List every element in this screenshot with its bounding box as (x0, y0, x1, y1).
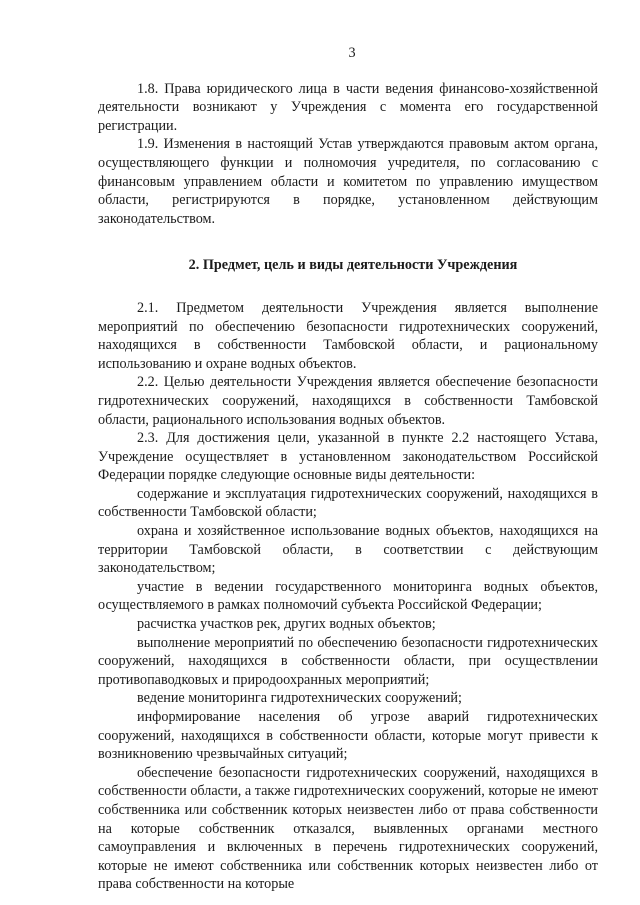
section-heading: 2. Предмет, цель и виды деятельности Учреждения (188, 257, 518, 274)
page-number: 3 (348, 45, 356, 61)
paragraph-1-9: 1.9. Изменения в настоящий Устав утверждаются правовым актом органа, осуществляющего функции и полномочия учредителя, по согласованию с финансовым управлением области и комитетом по управлению имуществом области, регистрируются в порядке, установленном действующим законодательством. (98, 136, 598, 227)
paragraph-2-3: 2.3. Для достижения цели, указанной в пункте 2.2 настоящего Устава, Учреждение осуществляет в установленном законодательством Российской Федерации порядке следующие основные виды деятельности: (98, 430, 598, 484)
activity-item: ведение мониторинга гидротехнических сооружений; (137, 690, 462, 707)
activity-item: охрана и хозяйственное использование водных объектов, находящихся на территории Тамбовской области, в соответствии с действующим законодательством; (98, 523, 598, 577)
paragraph-1-8: 1.8. Права юридического лица в части ведения финансово-хозяйственной деятельности возникают у Учреждения с момента его государственной регистрации. (98, 80, 598, 134)
activity-item: выполнение мероприятий по обеспечению безопасности гидротехнических сооружений, находящихся в собственности области, при осуществлении противопаводковых и природоохранных мероприятий; (98, 634, 598, 688)
paragraph-2-2: 2.2. Целью деятельности Учреждения является обеспечение безопасности гидротехнических сооружений, находящихся в собственности Тамбовской области, рационального использования водных объектов. (98, 374, 598, 428)
activity-item: расчистка участков рек, других водных объектов; (137, 616, 436, 633)
activity-item: содержание и эксплуатация гидротехнических сооружений, находящихся в собственности Тамбовской области; (98, 485, 598, 521)
activity-item: обеспечение безопасности гидротехнических сооружений, находящихся в собственности области, а также гидротехнических сооружений, которые не имеют собственника или собственник которых неизвестен либо от права собственности на которые собственник отказался, выявленных органами местного самоуправления и включенных в перечень гидротехнических сооружений, которые не имеют собственника или собственник которых неизвестен либо от права собственности на которые (98, 764, 598, 893)
paragraph-2-1: 2.1. Предметом деятельности Учреждения является выполнение мероприятий по обеспечению безопасности гидротехнических сооружений, находящихся в собственности Тамбовской области, и рациональному использованию и охране водных объектов. (98, 299, 598, 372)
activity-item: информирование населения об угрозе аварий гидротехнических сооружений, находящихся в собственности области, которые могут привести к возникновению чрезвычайных ситуаций; (98, 709, 598, 763)
activity-item: участие в ведении государственного мониторинга водных объектов, осуществляемого в рамках полномочий субъекта Российской Федерации; (98, 578, 598, 614)
